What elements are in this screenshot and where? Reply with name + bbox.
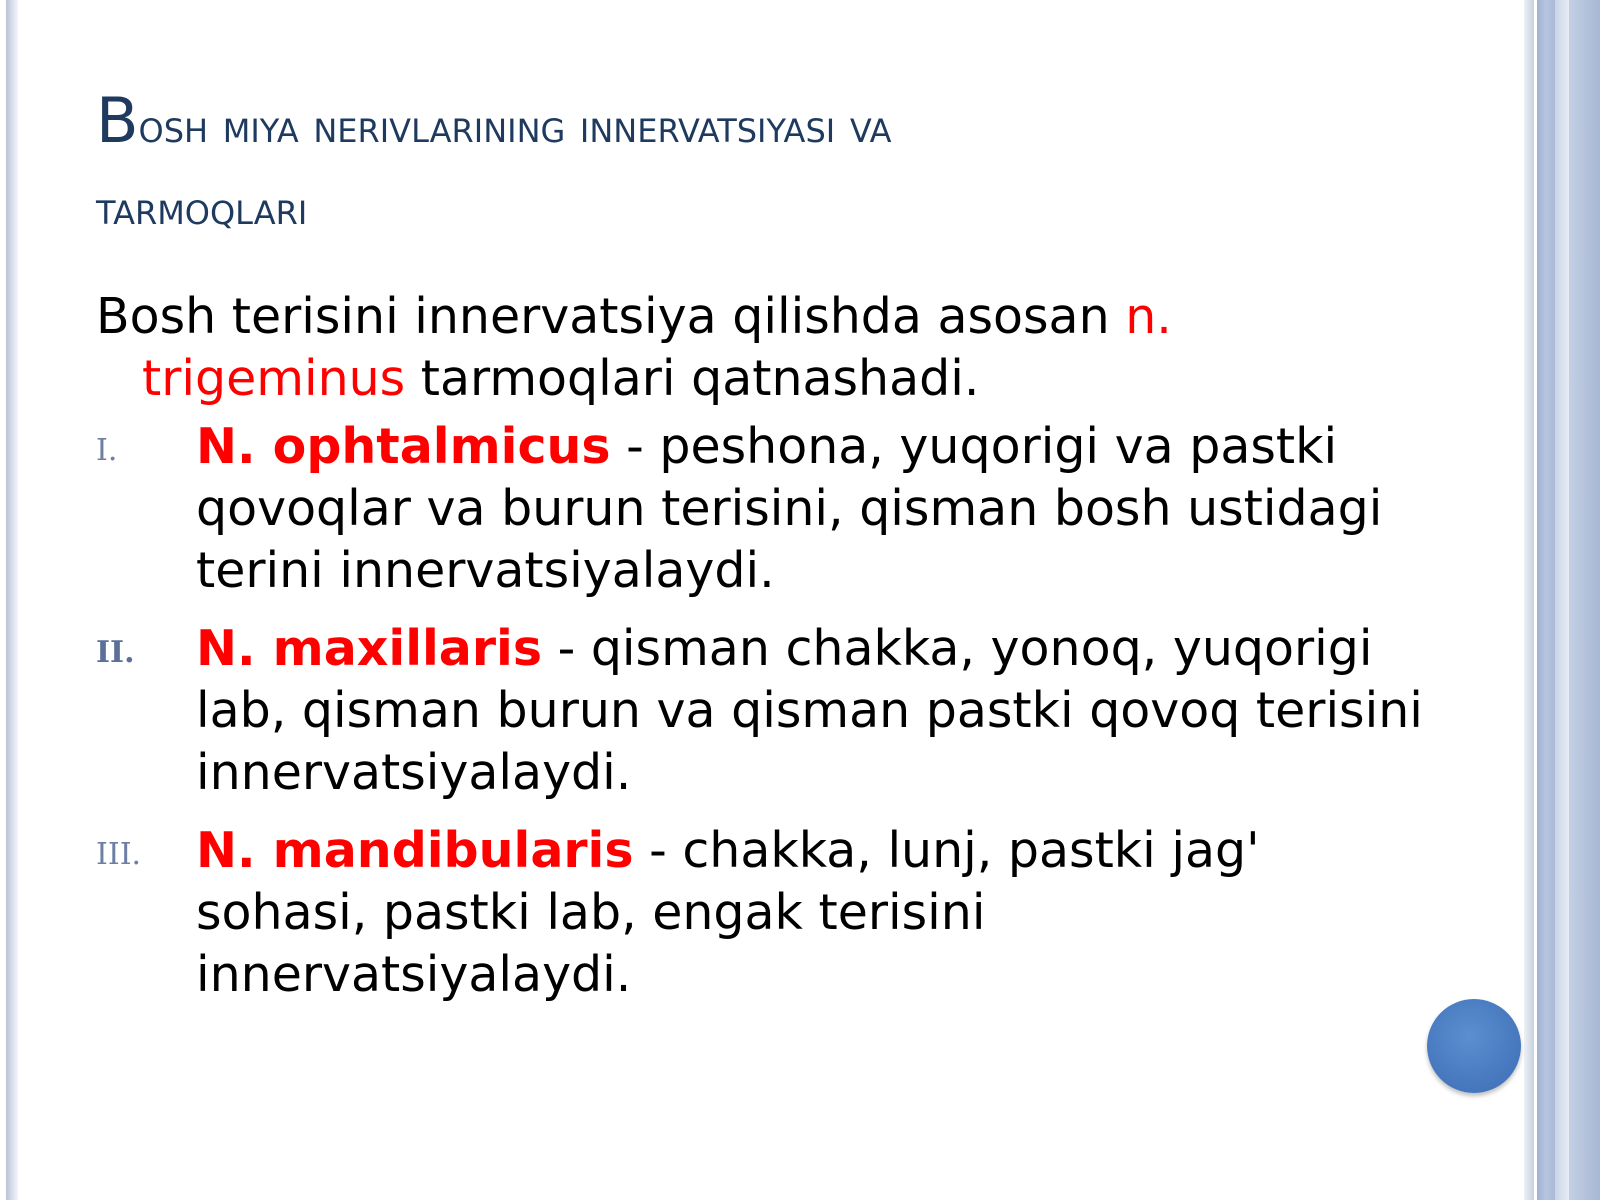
branch-name: N. maxillaris [196, 620, 542, 677]
branch-description: - qisman chakka, yonoq, yuqorigi lab, qisman burun va qisman pastki qovoq terisini innervatsiyalaydi. [196, 620, 1423, 801]
branch-description: - chakka, lunj, pastki jag' sohasi, pastki lab, engak terisini innervatsiyalaydi. [196, 822, 1260, 1003]
branch-name: N. mandibularis [196, 822, 634, 879]
title-first-letter: B [96, 84, 139, 157]
circle-decoration [1427, 999, 1521, 1093]
title-line-1: osh miya nerivlarining innervatsiyasi va [138, 99, 892, 153]
branch-name: N. ophtalmicus [196, 418, 611, 475]
right-edge-bar [1555, 0, 1569, 1200]
slide-body [96, 286, 1436, 1022]
branch-numeral: I. [96, 433, 118, 468]
intro-highlight: n. trigeminus [142, 288, 1172, 407]
title-line-2: tarmoqlari [96, 181, 308, 235]
branch-item-mandibularis [96, 820, 1436, 1006]
left-edge-bar [6, 0, 18, 1200]
right-edge-bar [1537, 0, 1555, 1200]
slide-title [96, 80, 1476, 249]
intro-text-after: tarmoqlari qatnashadi. [405, 350, 980, 407]
right-edge-bar [1569, 0, 1600, 1200]
branch-item-ophtalmicus [96, 416, 1436, 602]
branch-numeral: III. [96, 837, 142, 872]
intro-paragraph [96, 286, 1436, 410]
intro-text-before: Bosh terisini innervatsiya qilishda asosan [96, 288, 1126, 345]
right-edge-bar [1524, 0, 1534, 1200]
branch-numeral: II. [96, 635, 135, 670]
branch-list [96, 416, 1436, 1006]
branch-item-maxillaris [96, 618, 1436, 804]
branch-description: - peshona, yuqorigi va pastki qovoqlar va burun terisini, qisman bosh ustidagi terini innervatsiyalaydi. [196, 418, 1383, 599]
